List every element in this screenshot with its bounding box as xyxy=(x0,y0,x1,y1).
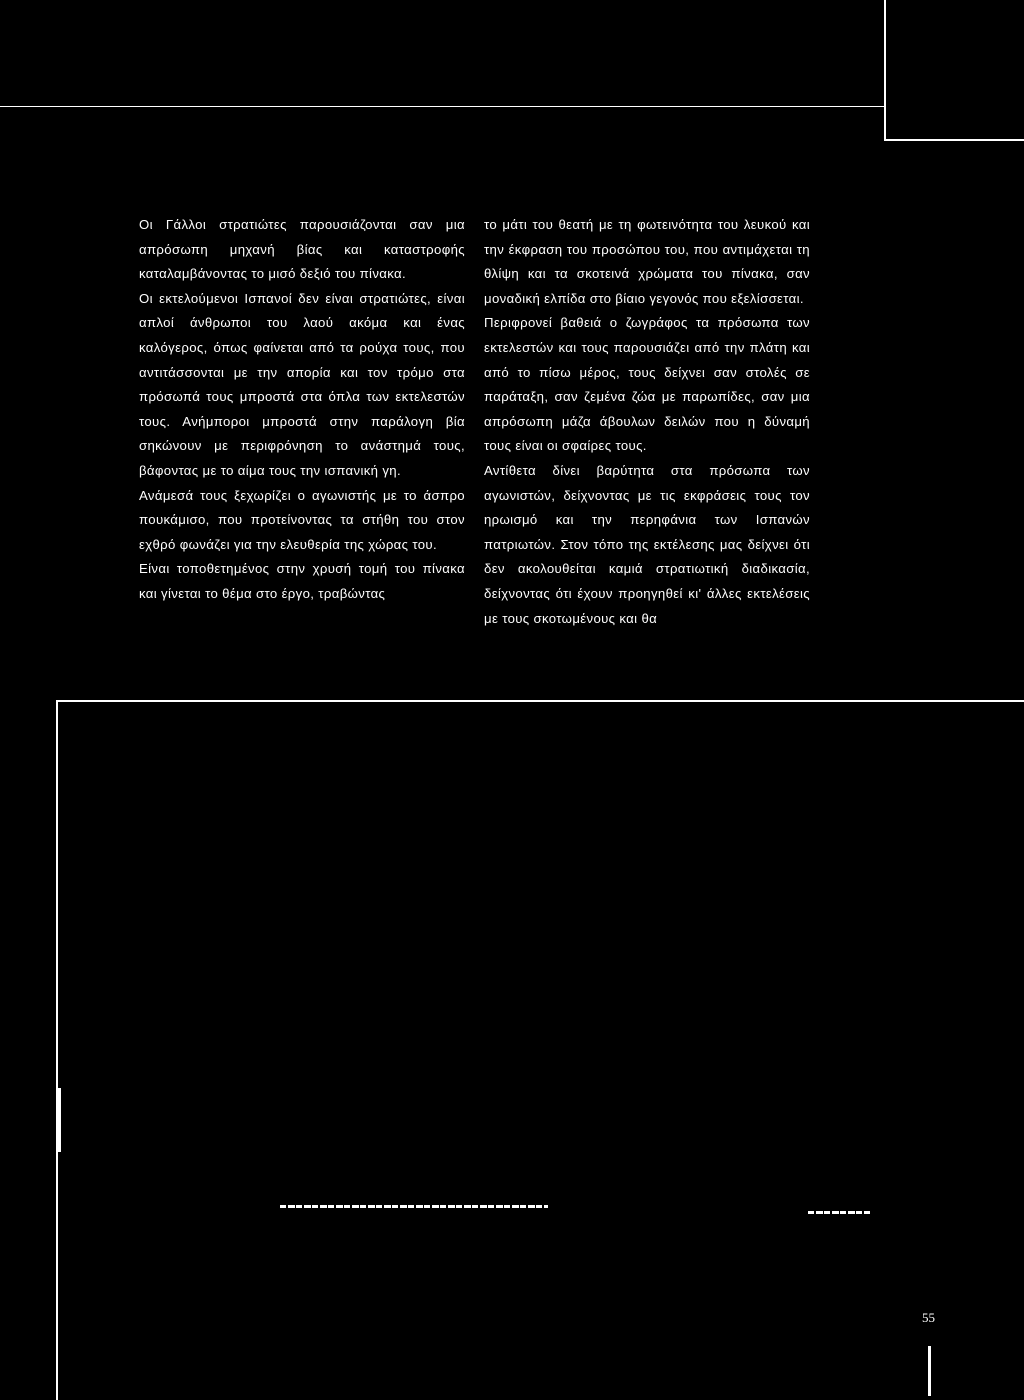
text-column-right xyxy=(484,213,810,631)
top-frame-vertical xyxy=(884,0,886,140)
top-rule xyxy=(0,106,886,107)
page-number: 55 xyxy=(922,1310,935,1325)
paragraph: Είναι τοποθετημένος στην χρυσή τομή του πίνακα και γίνεται το θέμα στο έργο, τραβώντας xyxy=(139,561,465,601)
painting-image-frame xyxy=(56,700,1024,1400)
page-number-rule xyxy=(928,1346,931,1396)
paragraph: Οι Γάλλοι στρατιώτες παρουσιάζονται σαν μια απρόσωπη μηχανή βίας και καταστροφής καταλαμβάνοντας το μισό δεξιό του πίνακα. xyxy=(139,217,465,282)
paragraph: Αντίθετα δίνει βαρύτητα στα πρόσωπα των αγωνιστών, δείχνοντας με τις εκφράσεις τους τον ηρωισμό και την περηφάνια των Ισπανών πατριωτών. Στον τόπο της εκτέλεσης μας δείχνει ότι δεν ακολουθείται καμιά στρατιωτική διαδικασία, δείχνοντας ότι έχουν προηγηθεί κι' άλλες εκτελέσεις με τους σκοτωμένους και θα xyxy=(484,462,810,626)
paragraph: το μάτι του θεατή με τη φωτεινότητα του λευκού και την έκφραση του προσώπου του, που αντιμάχεται τη θλίψη και τα σκοτεινά χρώματα του πίνακα, σαν μοναδική ελπίδα στο βίαιο γεγονός που εξελίσσεται. xyxy=(484,217,810,306)
paragraph: Ανάμεσά τους ξεχωρίζει ο αγωνιστής με το άσπρο πουκάμισο, που προτείνοντας τα στήθη του στον εχθρό φωνάζει για την ελευθερία της χώρας του. xyxy=(139,487,465,552)
scan-artifact-right xyxy=(808,1211,870,1214)
scan-artifact-left xyxy=(280,1205,548,1208)
text-column-left xyxy=(139,213,465,607)
paragraph: Οι εκτελούμενοι Ισπανοί δεν είναι στρατιώτες, είναι απλοί άνθρωποι του λαού ακόμα και ένας καλόγερος, όπως φαίνεται από τα ρούχα τους, που αντιτάσσονται με την απορία και τον τρόμο στα πρόσωπά τους μπροστά στα όπλα των εκτελεστών τους. Ανήμποροι μπροστά στην παράλογη βία σηκώνουν με περιφρόνηση το ανάστημά τους, βάφοντας με το αίμα τους την ισπανική γη. xyxy=(139,290,465,478)
top-frame-bottom xyxy=(884,139,1024,141)
frame-mark-vertical xyxy=(58,1088,61,1152)
paragraph: Περιφρονεί βαθειά ο ζωγράφος τα πρόσωπα των εκτελεστών και τους παρουσιάζει από την πλάτη και από το πίσω μέρος, τους δείχνει σαν στολές σε παράταξη, σαν ζεμένα ζώα με παρωπίδες, σαν μια απρόσωπη μάζα άβουλων δειλών που η δύναμή τους είναι οι σφαίρες τους. xyxy=(484,315,810,454)
